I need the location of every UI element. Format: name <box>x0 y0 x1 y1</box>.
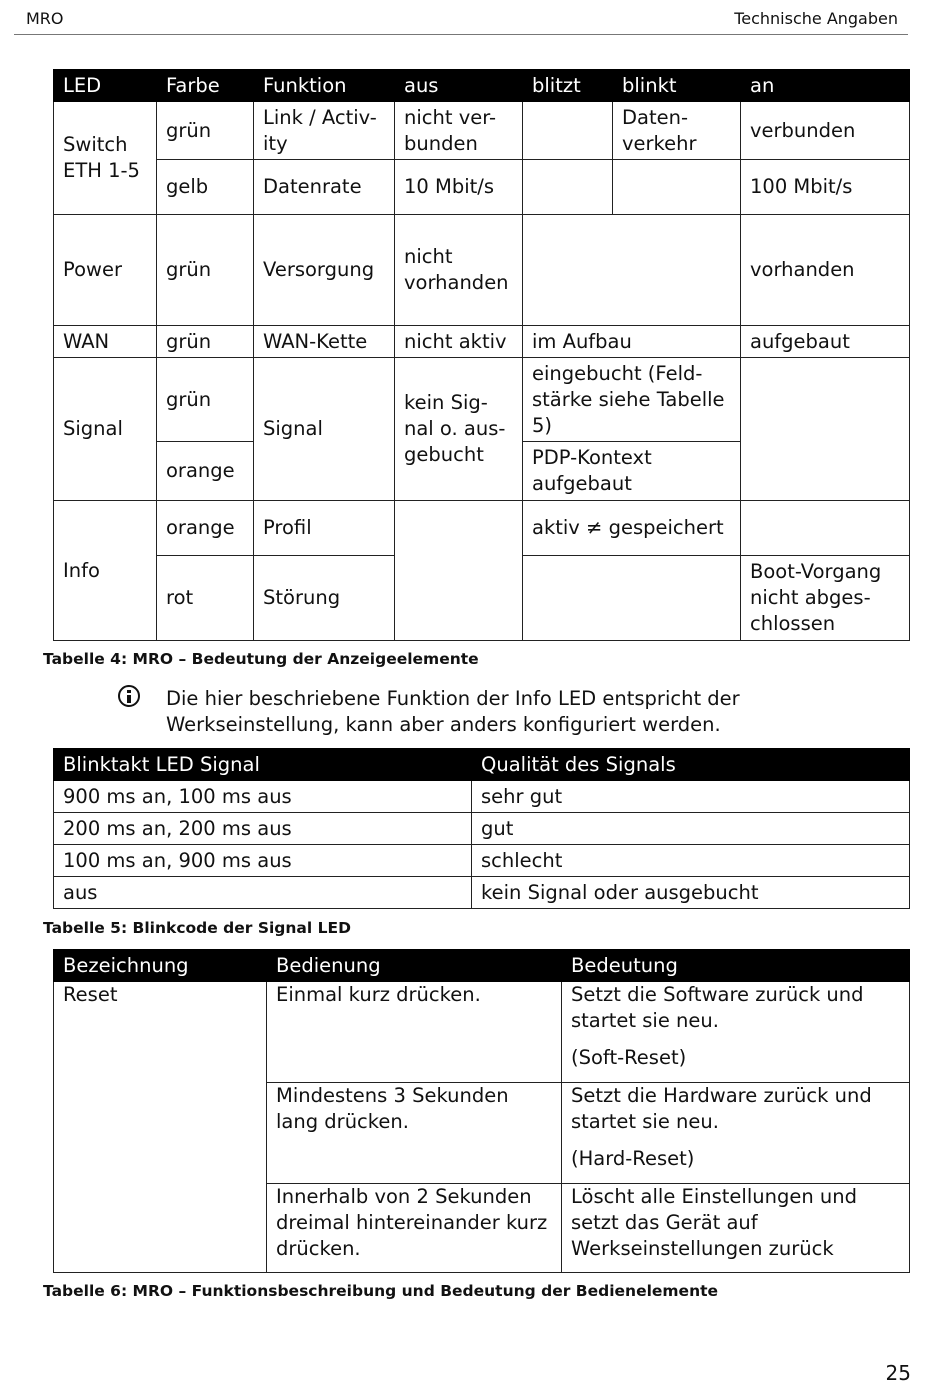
table-caption: Tabelle 4: MRO – Bedeutung der Anzeigeelemente <box>43 650 479 668</box>
table-cell <box>523 102 613 160</box>
table-cell: orange <box>157 442 254 501</box>
table-cell <box>562 1083 910 1184</box>
table-cell: grün <box>157 326 254 358</box>
table-row <box>54 877 910 909</box>
table-cell: gelb <box>157 160 254 215</box>
table-row <box>54 160 910 215</box>
table-cell: kein Signal oder ausgebucht <box>472 877 910 909</box>
col-header: LED <box>54 70 157 102</box>
col-header: Farbe <box>157 70 254 102</box>
table-row <box>54 982 910 1083</box>
table-row <box>54 813 910 845</box>
table-cell: sehr gut <box>472 781 910 813</box>
table-cell: aufgebaut <box>741 326 910 358</box>
table-cell: 200 ms an, 200 ms aus <box>54 813 472 845</box>
table-cell: Löscht alle Einstellungen und setzt das Gerät auf Werkseinstellungen zurück <box>562 1184 910 1273</box>
table-cell: Profil <box>254 501 395 556</box>
meaning-note: (Soft-Reset) <box>571 1046 687 1069</box>
table-cell: Innerhalb von 2 Sekunden dreimal hintereinander kurz drücken. <box>267 1184 562 1273</box>
table-cell: Boot-Vorgang nicht abges-chlossen <box>741 556 910 641</box>
table-cell: Mindestens 3 Sekunden lang drücken. <box>267 1083 562 1184</box>
table-cell: nicht aktiv <box>395 326 523 358</box>
table-row <box>54 781 910 813</box>
control-name: Reset <box>54 982 267 1273</box>
header-title: MRO <box>26 9 64 28</box>
header-section: Technische Angaben <box>734 9 898 28</box>
table-cell: Einmal kurz drücken. <box>267 982 562 1083</box>
led-signal: Signal <box>54 358 157 501</box>
led-wan: WAN <box>54 326 157 358</box>
table-row <box>54 215 910 326</box>
led-power: Power <box>54 215 157 326</box>
table-cell: 10 Mbit/s <box>395 160 523 215</box>
table-cell: rot <box>157 556 254 641</box>
table-cell: grün <box>157 358 254 442</box>
table-cell: grün <box>157 215 254 326</box>
table-cell: Signal <box>254 358 395 501</box>
table-cell: nicht vorhanden <box>395 215 523 326</box>
table-cell <box>562 982 910 1083</box>
info-icon <box>118 685 140 707</box>
table-cell: nicht ver-bunden <box>395 102 523 160</box>
table-cell <box>523 160 613 215</box>
table-led-indicators <box>53 69 910 641</box>
table-header-row <box>54 950 910 982</box>
table-cell: aktiv ≠ gespeichert <box>523 501 741 556</box>
col-header: an <box>741 70 910 102</box>
table-signal-blink-codes <box>53 748 910 909</box>
table-cell: PDP-Kontext aufgebaut <box>523 442 741 501</box>
table-cell <box>741 358 910 501</box>
table-cell: verbunden <box>741 102 910 160</box>
table-controls <box>53 949 910 1273</box>
table-cell <box>523 215 741 326</box>
table-row <box>54 326 910 358</box>
table-cell: vorhanden <box>741 215 910 326</box>
meaning-text: Setzt die Hardware zurück und startet sie neu. <box>571 1084 872 1133</box>
table-header-row <box>54 749 910 781</box>
table-cell: aus <box>54 877 472 909</box>
table-row <box>54 102 910 160</box>
led-switch: Switch ETH 1-5 <box>54 102 157 215</box>
table-cell: Link / Activ-ity <box>254 102 395 160</box>
table-cell: 900 ms an, 100 ms aus <box>54 781 472 813</box>
table-cell <box>395 501 523 641</box>
table-cell: im Aufbau <box>523 326 741 358</box>
table-cell: Störung <box>254 556 395 641</box>
table-cell: kein Sig-nal o. aus-gebucht <box>395 358 523 501</box>
table-header-row <box>54 70 910 102</box>
table-cell: WAN-Kette <box>254 326 395 358</box>
col-header: Bedeutung <box>562 950 910 982</box>
col-header: Bedienung <box>267 950 562 982</box>
table-cell: Datenrate <box>254 160 395 215</box>
table-cell <box>523 556 741 641</box>
table-cell: Daten-verkehr <box>613 102 741 160</box>
table-cell <box>613 160 741 215</box>
table-cell: Versorgung <box>254 215 395 326</box>
table-cell: orange <box>157 501 254 556</box>
table-cell: schlecht <box>472 845 910 877</box>
table-cell: gut <box>472 813 910 845</box>
col-header: blitzt <box>523 70 613 102</box>
table-cell: eingebucht (Feld-stärke siehe Tabelle 5) <box>523 358 741 442</box>
col-header: aus <box>395 70 523 102</box>
col-header: blinkt <box>613 70 741 102</box>
table-caption: Tabelle 5: Blinkcode der Signal LED <box>43 919 351 937</box>
page-number: 25 <box>885 1361 911 1385</box>
col-header: Qualität des Signals <box>472 749 910 781</box>
table-row <box>54 358 910 442</box>
note-text: Die hier beschriebene Funktion der Info LED entspricht der Werkseinstellung, kann aber anders konfiguriert werden. <box>166 687 740 736</box>
table-cell: grün <box>157 102 254 160</box>
col-header: Bezeichnung <box>54 950 267 982</box>
table-row <box>54 845 910 877</box>
table-cell <box>741 501 910 556</box>
col-header: Blinktakt LED Signal <box>54 749 472 781</box>
col-header: Funktion <box>254 70 395 102</box>
table-row <box>54 501 910 556</box>
led-info: Info <box>54 501 157 641</box>
meaning-note: (Hard-Reset) <box>571 1147 695 1170</box>
table-cell: 100 Mbit/s <box>741 160 910 215</box>
header-rule <box>14 34 908 35</box>
meaning-text: Setzt die Software zurück und startet sie neu. <box>571 983 864 1032</box>
table-caption: Tabelle 6: MRO – Funktionsbeschreibung und Bedeutung der Bedienelemente <box>43 1282 719 1300</box>
table-cell: 100 ms an, 900 ms aus <box>54 845 472 877</box>
